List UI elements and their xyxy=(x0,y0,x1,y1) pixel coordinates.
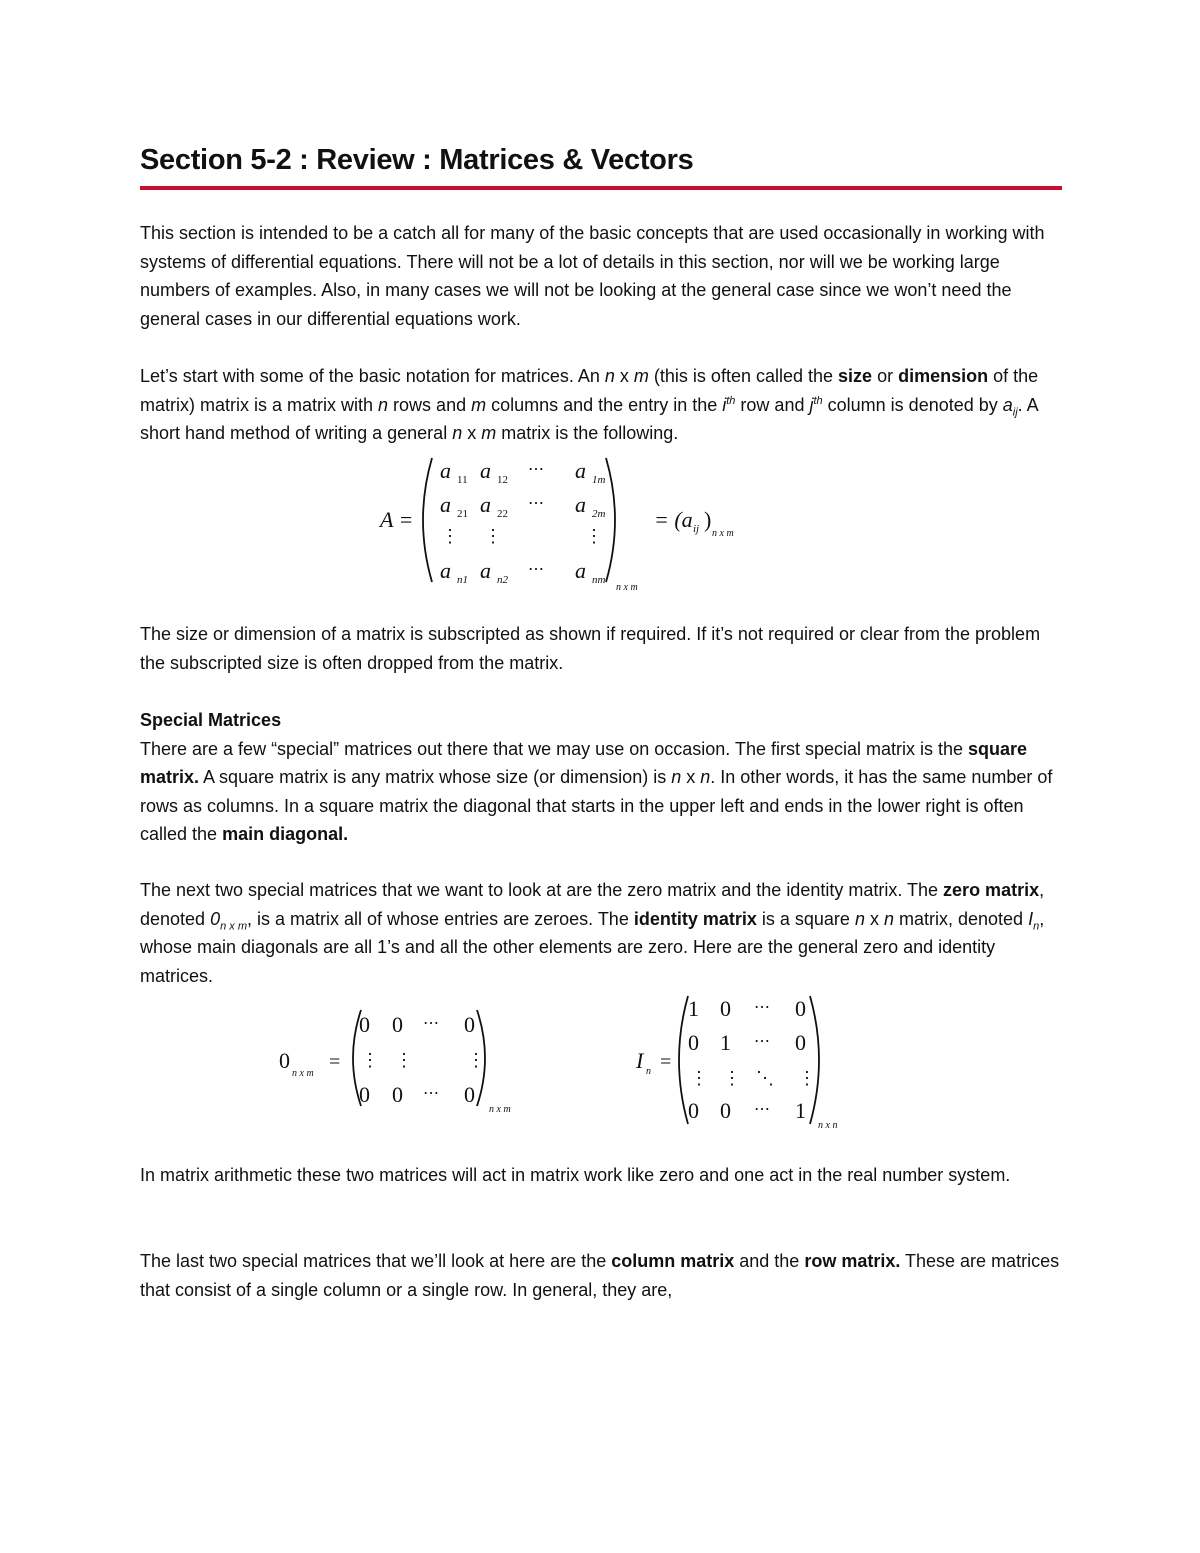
i-r1-dots: ⋯ xyxy=(754,999,770,1016)
rhs-close: ) xyxy=(704,507,712,532)
z-r1c4: 0 xyxy=(464,1012,475,1037)
entry-a21: a xyxy=(440,492,451,517)
i-r4-dots: ⋯ xyxy=(754,1101,770,1118)
z-r3c1: 0 xyxy=(359,1082,370,1107)
z-size: n x m xyxy=(489,1104,511,1115)
sub-21: 21 xyxy=(457,508,468,520)
vdots-col1: ⋮ xyxy=(441,526,459,546)
general-matrix-equation xyxy=(370,450,770,600)
right-paren xyxy=(606,458,615,582)
i-vdots1: ⋮ xyxy=(690,1068,708,1088)
size-subscript: n x m xyxy=(616,582,638,593)
zero-lhs: 0 xyxy=(279,1048,290,1073)
page-title: Section 5-2 : Review : Matrices & Vectors xyxy=(140,144,694,176)
z-vdots2: ⋮ xyxy=(395,1050,413,1070)
sub-22: 22 xyxy=(497,508,508,520)
zero-lhs-sub: n x m xyxy=(292,1068,314,1079)
id-eqsign: = xyxy=(660,1051,672,1073)
z-r3c2: 0 xyxy=(392,1082,403,1107)
notation-paragraph: Let’s start with some of the basic notation for matrices. An n x m (this is often called the size or dimension of the matrix) matrix is a matrix with n rows and m columns and the entry in the $i^{th}$ row and $j^{th}$ column is denoted by $a_{ij}$. A short hand method of writing a general n x m matrix is the following. xyxy=(140,366,1039,444)
entry-a2m: a xyxy=(575,492,586,517)
i-r2c1: 0 xyxy=(688,1030,699,1055)
entry-an1: a xyxy=(440,558,451,583)
special-heading: Special Matrices xyxy=(140,710,282,730)
arithmetic-paragraph: In matrix arithmetic these two matrices will act in matrix work like zero and one act in the real number system. xyxy=(140,1165,1011,1185)
i-r4c4: 1 xyxy=(795,1098,806,1123)
i-r4c1: 0 xyxy=(688,1098,699,1123)
intro-paragraph: This section is intended to be a catch all for many of the basic concepts that are used occasionally in working with systems of differential equations. There will not be a lot of details in this section, nor will we be working large numbers of examples. Also, in many cases we will not be looking at the general case since we won’t need the general cases in our differential equations work. xyxy=(140,223,1045,329)
sub-n2: n2 xyxy=(497,574,508,586)
i-vdots2: ⋮ xyxy=(723,1068,741,1088)
identity-matrix-equation xyxy=(630,988,870,1138)
sub-n1: n1 xyxy=(457,574,468,586)
z-vdots4: ⋮ xyxy=(467,1050,485,1070)
z-r3-dots: ⋯ xyxy=(423,1085,439,1102)
i-r4c2: 0 xyxy=(720,1098,731,1123)
z-r1c1: 0 xyxy=(359,1012,370,1037)
i-r1c1: 1 xyxy=(688,996,699,1021)
right-paren xyxy=(810,996,819,1124)
entry-a12: a xyxy=(480,458,491,483)
rhs-size: n x m xyxy=(712,528,734,539)
i-r2c2: 1 xyxy=(720,1030,731,1055)
vdots-col4: ⋮ xyxy=(585,526,603,546)
i-vdots4: ⋮ xyxy=(798,1068,816,1088)
id-lhs: I xyxy=(636,1048,644,1073)
zero-identity-paragraph: The next two special matrices that we want to look at are the zero matrix and the identity matrix. The zero matrix, denoted $0_{n x m}$, is a matrix all of whose entries are zeroes. The identity matrix is a square n x n matrix, denoted $I_n$, whose main diagonals are all 1’s and all the other elements are zero. Here are the general zero and identity matrices. xyxy=(140,880,1045,986)
i-r1c4: 0 xyxy=(795,996,806,1021)
rhs-sub: ij xyxy=(693,523,700,535)
dots-row1: ⋯ xyxy=(528,461,544,478)
sub-11: 11 xyxy=(457,474,468,486)
sub-12: 12 xyxy=(497,474,508,486)
z-vdots1: ⋮ xyxy=(361,1050,379,1070)
entry-a22: a xyxy=(480,492,491,517)
sub-2m: 2m xyxy=(592,508,606,520)
i-r2-dots: ⋯ xyxy=(754,1033,770,1050)
z-r1-dots: ⋯ xyxy=(423,1015,439,1032)
eq-a-lhs: A = xyxy=(380,507,414,532)
entry-a11: a xyxy=(440,458,451,483)
last-paragraph: The last two special matrices that we’ll look at here are the column matrix and the row matrix. These are matrices that consist of a single column or a single row. In general, they are, xyxy=(140,1251,1060,1300)
z-r1c2: 0 xyxy=(392,1012,403,1037)
rhs: = (a xyxy=(654,507,693,532)
entry-an2: a xyxy=(480,558,491,583)
dots-row4: ⋯ xyxy=(528,561,544,578)
entry-anm: a xyxy=(575,558,586,583)
title-underline xyxy=(140,186,1062,190)
vdots-col2: ⋮ xyxy=(484,526,502,546)
zero-eqsign: = xyxy=(329,1051,341,1073)
dots-row2: ⋯ xyxy=(528,495,544,512)
z-r3c4: 0 xyxy=(464,1082,475,1107)
i-r1c2: 0 xyxy=(720,996,731,1021)
left-paren xyxy=(423,458,432,582)
id-lhs-sub: n xyxy=(646,1066,651,1077)
i-size: n x n xyxy=(818,1120,838,1131)
entry-a1m: a xyxy=(575,458,586,483)
i-r2c4: 0 xyxy=(795,1030,806,1055)
sub-nm: nm xyxy=(592,574,606,586)
special-paragraph: Special Matrices There are a few “special” matrices out there that we may use on occasion. The first special matrix is the square matrix. A square matrix is any matrix whose size (or dimension) is n x n. In other words, it has the same number of rows as columns. In a square matrix the diagonal that starts in the upper left and ends in the lower right is often called the main diagonal. xyxy=(140,710,1053,845)
i-ddots: ⋱ xyxy=(756,1068,774,1088)
left-paren xyxy=(679,996,688,1124)
size-note-paragraph: The size or dimension of a matrix is subscripted as shown if required. If it’s not required or clear from the problem the subscripted size is often dropped from the matrix. xyxy=(140,624,1041,673)
sub-1m: 1m xyxy=(592,474,606,486)
zero-matrix-equation xyxy=(275,1000,535,1125)
